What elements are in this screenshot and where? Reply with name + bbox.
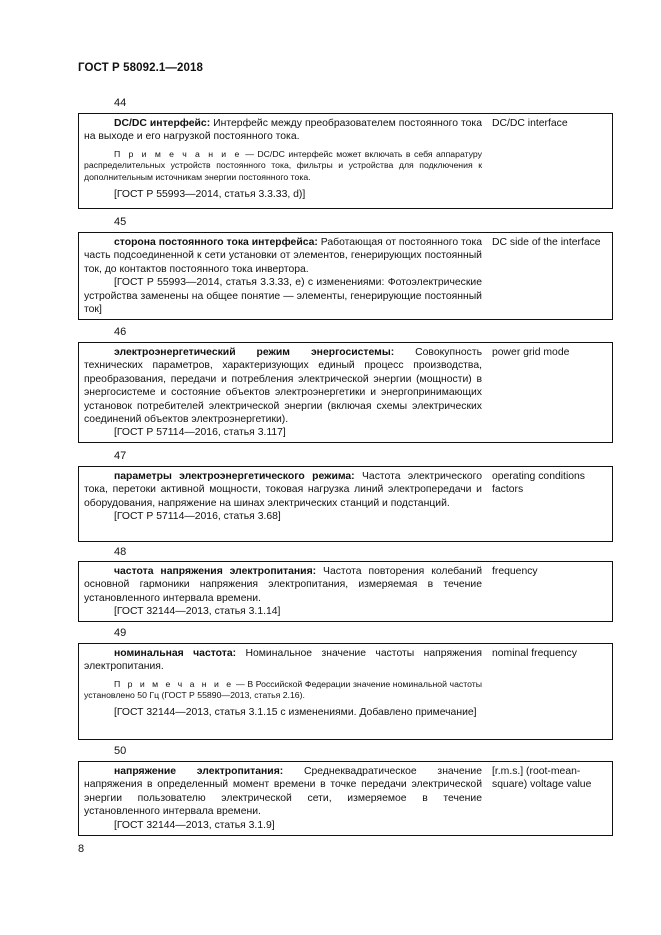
entry-term-en: nominal frequency: [492, 648, 577, 659]
entry-definition-ru: [84, 765, 482, 832]
entry-term-en: DC side of the interface: [492, 237, 601, 248]
entry-number: 46: [114, 326, 127, 338]
entry-number: 45: [114, 216, 127, 228]
source-reference: [ГОСТ Р 57114—2016, статья 3.117]: [114, 427, 286, 439]
source-reference: [ГОСТ 32144—2013, статья 3.1.15 с изменениями. Добавлено примечание]: [114, 707, 477, 718]
term-entry: [78, 113, 613, 209]
term-name: DC/DC интерфейс:: [114, 118, 211, 129]
entry-term-en: DC/DC interface: [492, 118, 568, 129]
note-text: — В Российской Федерации значение номинальной частоты установлено 50 Гц (ГОСТ Р 55890—2013, статья 2.16).: [84, 678, 482, 701]
term-entry: [78, 466, 613, 542]
term-definition: Интерфейс между преобразователем постоянного тока на выходе и его нагрузкой постоянного тока.: [84, 118, 482, 143]
source-reference: [ГОСТ 32144—2013, статья 3.1.9]: [114, 819, 275, 831]
note-label: П р и м е ч а н и е: [114, 148, 242, 159]
document-header: ГОСТ Р 58092.1—2018: [78, 62, 203, 74]
term-definition: Номинальное значение частоты напряжения электропитания.: [84, 648, 482, 673]
term-name: частота напряжения электропитания:: [114, 566, 317, 577]
entry-term-en: [r.m.s.] (root-mean-square) voltage value: [492, 766, 592, 791]
note-text: — DC/DC интерфейс может включать в себя аппаратуру распределительных устройств постоянного тока, фильтры и устройства для подключения к дополнительным источникам энергии постоянного тока.: [84, 148, 482, 182]
term-definition: Среднеквадратическое значение напряжения в определенный момент времени в точке передачи электрической энергии пользователю электрической сети, измеряемое в течение установленного интервала времени.: [84, 766, 482, 818]
entry-term-en: operating conditions factors: [492, 471, 586, 496]
source-reference: [ГОСТ Р 55993—2014, статья 3.3.33, d)]: [114, 188, 306, 200]
term-entry: [78, 232, 613, 320]
term-entry: [78, 643, 613, 740]
term-definition: Совокупность технических параметров, характеризующих единый процесс производства, преобразования, передачи и потребления электрической энергии (мощности) в энергосистеме и состояние объектов электроэнергетики и энергопринимающих установок потребителей электрической энергии (включая схемы электрических соединений объектов электроэнергетики).: [84, 347, 482, 426]
entry-definition-ru: [84, 236, 482, 316]
term-name: напряжение электропитания:: [114, 766, 284, 777]
entry-definition-ru: [84, 346, 482, 440]
page-number: 8: [78, 843, 85, 855]
entry-definition-ru: [84, 470, 482, 524]
entry-number: 48: [114, 546, 127, 558]
term-entry: [78, 561, 613, 622]
term-definition: Частота повторения колебаний основной гармоники напряжения электропитания, измеряемая в течение установленного интервала времени.: [84, 566, 482, 604]
entry-definition-ru: [84, 647, 482, 719]
entry-definition-ru: [84, 117, 482, 201]
entry-number: 50: [114, 745, 127, 757]
entry-number: 44: [114, 97, 127, 109]
entry-number: 49: [114, 627, 127, 639]
entry-number: 47: [114, 450, 127, 462]
entry-term-en: power grid mode: [492, 347, 570, 358]
source-reference: [ГОСТ Р 55993—2014, статья 3.3.33, е) с изменениями: Фотоэлектрические устройства заменены на общее понятие — элементы, генерирующие постоянный ток]: [84, 277, 482, 316]
note-label: П р и м е ч а н и е: [114, 678, 234, 689]
source-reference: [ГОСТ Р 57114—2016, статья 3.68]: [114, 511, 281, 523]
term-name: электроэнергетический режим энергосистемы:: [114, 347, 395, 358]
term-name: параметры электроэнергетического режима:: [114, 471, 355, 482]
term-name: сторона постоянного тока интерфейса:: [114, 237, 318, 248]
entry-definition-ru: [84, 565, 482, 619]
term-entry: [78, 761, 613, 836]
term-name: номинальная частота:: [114, 648, 237, 659]
entry-term-en: frequency: [492, 566, 538, 577]
term-entry: [78, 342, 613, 443]
term-definition: Частота электрического тока, перетоки активной мощности, токовая нагрузка линий электропередачи и оборудования, напряжение на шинах электрических станций и подстанций.: [84, 471, 482, 509]
source-reference: [ГОСТ 32144—2013, статья 3.1.14]: [114, 606, 281, 618]
term-definition: Работающая от постоянного тока часть подсоединенной к сети установки от элементов, генерирующих постоянный ток, до контактов постоянного тока инвертора.: [84, 237, 482, 275]
